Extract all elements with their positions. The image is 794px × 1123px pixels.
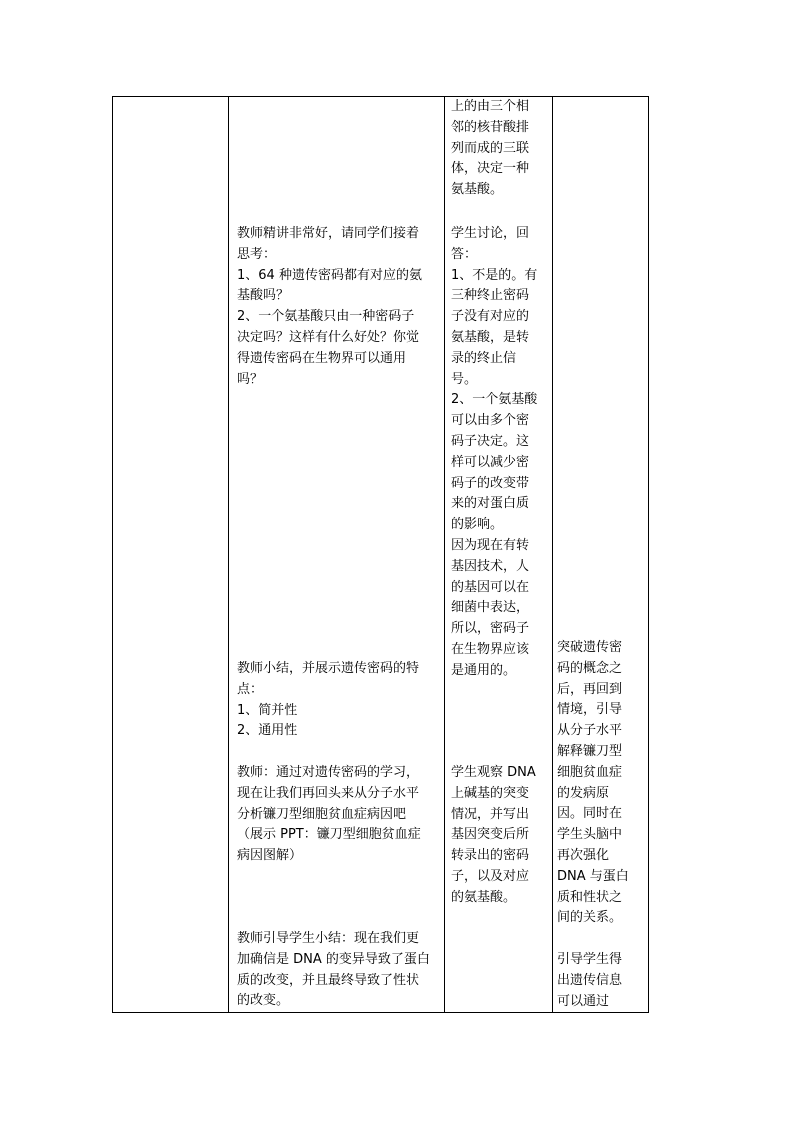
student-activity-cell	[444, 97, 552, 1012]
teacher-activity-text: 教师引导学生小结：现在我们更 加确信是 DNA 的变异导致了蛋白 质的改变，并且最终导致了性状 的改变。	[237, 931, 430, 1009]
lesson-table	[112, 96, 649, 1013]
design-intent-text: 引导学生得 出遗传信息 可以通过	[557, 952, 623, 1009]
first-column-cell	[113, 97, 228, 1012]
student-activity-text: 上的由三个相 邻的核苷酸排 列而成的三联 体，决定一种 氨基酸。	[451, 99, 530, 198]
design-intent-cell	[552, 97, 649, 1012]
teacher-activity-text: 教师：通过对遗传密码的学习， 现在让我们再回头来从分子水平 分析镰刀型细胞贫血症病因吧 （展示 PPT：镰刀型细胞贫血症 病因图解）	[237, 765, 421, 864]
teacher-activity-text: 教师小结，并展示遗传密码的特 点： 1、简并性 2、通用性	[237, 661, 420, 739]
student-activity-text: 学生观察 DNA 上碱基的突变 情况，并写出 基因突变后所 转录出的密码 子，以及对应 的氨基酸。	[451, 765, 536, 905]
teacher-activity-text: 教师精讲非常好，请同学们接着 思考： 1、64 种遗传密码都有对应的氨 基酸吗？ 2、一个氨基酸只由一种密码子 决定吗？这样有什么好处？你觉 得遗传密码在生物界可以通用 吗？	[237, 226, 422, 387]
design-intent-text: 突破遗传密 码的概念之 后，再回到 情境，引导 从分子水平 解释镰刀型 细胞贫血症 的发病原 因。同时在 学生头脑中 再次强化 DNA 与蛋白 质和性状之 间的关系。	[557, 640, 629, 926]
teacher-activity-cell	[228, 97, 444, 1012]
student-activity-text: 学生讨论，回 答： 1、不是的。有 三种终止密码 子没有对应的 氨基酸，是转 录的终止信 号。 2、一个氨基酸 可以由多个密 码子决定。这 样可以减少密 码子的改变带 来的对蛋白质 的影响。 因为现在有转 基因技术，人 的基因可以在 细菌中表达， 所以，密码子 在生物界应该 是通用的。	[451, 226, 538, 678]
